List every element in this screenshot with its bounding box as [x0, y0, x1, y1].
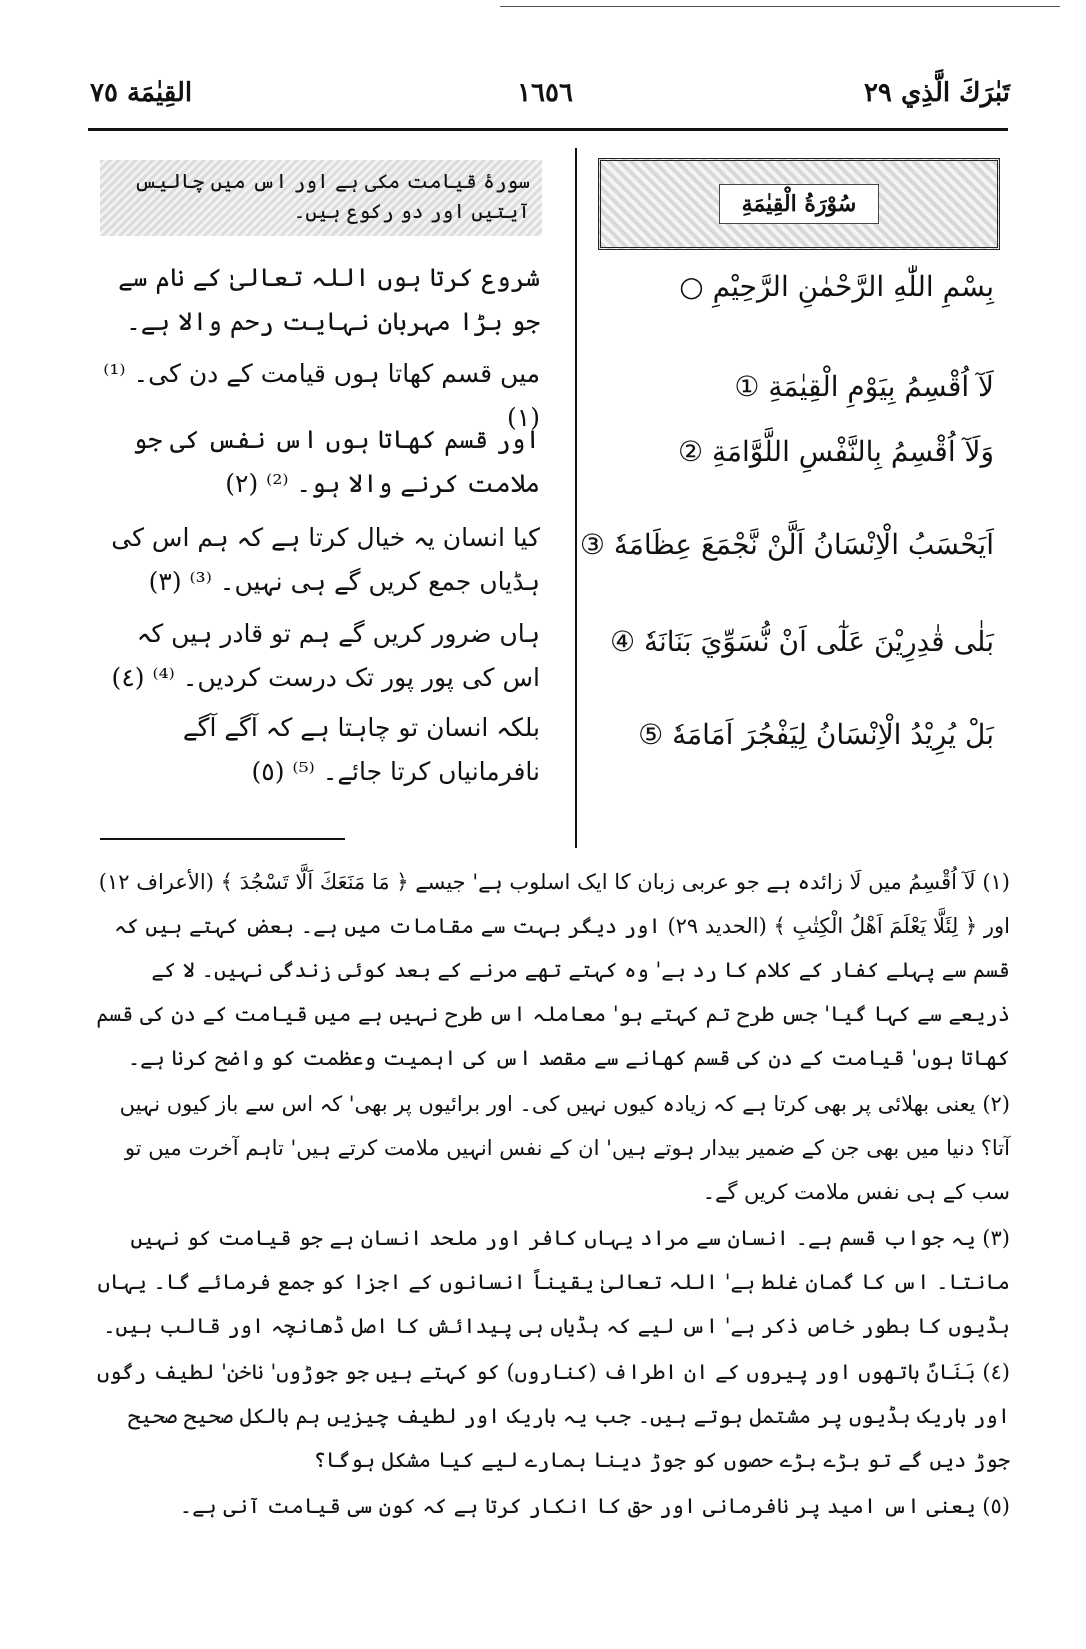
- translation-verse-5: بلکہ انسان تو چاہتا ہے کہ آگے آگے نافرمانیاں کرتا جائے۔ ⁽⁵⁾ (٥): [182, 713, 540, 786]
- surah-title-banner: [598, 158, 1000, 250]
- arabic-verse-2: وَلَآ اُقْسِمُ بِالنَّفْسِ اللَّوَّامَةِ ②: [678, 435, 994, 468]
- arabic-verse-4: بَلٰى قٰدِرِيْنَ عَلٰٓى اَنْ نُّسَوِّيَ بَنَانَهٗ ④: [609, 625, 994, 658]
- arabic-verse-1: لَآ اُقْسِمُ بِيَوْمِ الْقِيٰمَةِ ①: [734, 370, 994, 403]
- surah-title: سُوْرَةُ الْقِيٰمَةِ: [719, 184, 880, 224]
- juz-name-number: تَبٰرَكَ الَّذِي ٢٩: [863, 78, 1010, 108]
- footnote-5: (٥) یعنی اس امید پر نافرمانی اور حق کا انکار کرتا ہے کہ کون سی قیامت آنی ہے۔: [179, 1494, 1010, 1518]
- arabic-bismillah: بِسْمِ اللّٰهِ الرَّحْمٰنِ الرَّحِيْمِ ○: [679, 270, 994, 303]
- footnote-3: (٣) یہ جواب قسم ہے۔ انسان سے مراد یہاں کافر اور ملحد انسان ہے جو قیامت کو نہیں مانتا۔ اس کا گمان غلط ہے' اللہ تعالیٰ یقیناً انسانوں کے اجزا کو جمع فرمائے گا۔ یہاں ہڈیوں کا بطور خاص ذکر ہے' اس لیے کہ ہڈیاں ہی پیدائش کا اصل ڈھانچہ اور قالب ہیں۔: [97, 1226, 1010, 1338]
- footnote-4: (٤) بَنَانٌ ہاتھوں اور پیروں کے ان اطراف (کناروں) کو کہتے ہیں جو جوڑوں' ناخن' لطیف رگوں اور باریک ہڈیوں پر مشتمل ہوتے ہیں۔ جب یہ باریک اور لطیف چیزیں ہم بالکل صحیح صحیح جوڑ دیں گے تو بڑے بڑے حصوں کو جوڑ دینا ہمارے لیے کیا مشکل ہوگا؟: [97, 1360, 1010, 1472]
- arabic-verse-3: اَيَحْسَبُ الْاِنْسَانُ اَلَّنْ نَّجْمَعَ عِظَامَهٗ ③: [579, 528, 994, 561]
- page-header: [80, 78, 1010, 118]
- translation-bismillah: شروع کرتا ہوں اللہ تعالیٰ کے نام سے جو بڑا مہربان نہایت رحم والا ہے۔: [118, 263, 540, 336]
- translation-verse-3: کیا انسان یہ خیال کرتا ہے کہ ہم اس کی ہڈیاں جمع کریں گے ہی نہیں۔ ⁽³⁾ (٣): [111, 523, 540, 596]
- column-divider: [575, 148, 577, 848]
- footnotes: [90, 860, 1010, 1530]
- surah-intro: سورۂ قیامت مکی ہے اور اس میں چالیس آیتیں اور دو رکوع ہیں۔: [100, 160, 542, 236]
- translation-verse-4: ہاں ضرور کریں گے ہم تو قادر ہیں کہ اس کی پور پور تک درست کردیں۔ ⁽⁴⁾ (٤): [111, 619, 540, 692]
- page-number: ١٦٥٦: [517, 78, 573, 108]
- header-rule: [88, 128, 1008, 131]
- translation-verse-1: میں قسم کھاتا ہوں قیامت کے دن کی۔ ⁽¹⁾ (١): [103, 359, 540, 432]
- footnote-rule: [100, 838, 345, 840]
- surah-name-number: القِيٰمَة ٧٥: [90, 78, 193, 108]
- top-rule: [500, 6, 1060, 7]
- footnote-1: (١) لَآ اُقْسِمُ میں لَا زائدہ ہے جو عربی زبان کا ایک اسلوب ہے' جیسے ﴿ مَا مَنَعَكَ اَلَّا تَسْجُدَ ﴾ (الأعراف ۱۲) اور ﴿ لِئَلَّا يَعْلَمَ اَهْلُ الْكِتٰبِ ﴾ (الحدید ۲۹) اور دیگر بہت سے مقامات میں ہے۔ بعض کہتے ہیں کہ قسم سے پہلے کفار کے کلام کا رد ہے' وہ کہتے تھے مرنے کے بعد کوئی زندگی نہیں۔ لا کے ذریعے سے کہا گیا' جس طرح تم کہتے ہو' معاملہ اس طرح نہیں ہے میں قیامت کے دن کی قسم کھاتا ہوں' قیامت کے دن کی قسم کھانے سے مقصد اس کی اہمیت وعظمت کو واضح کرنا ہے۔: [96, 870, 1010, 1070]
- arabic-verse-5: بَلْ يُرِيْدُ الْاِنْسَانُ لِيَفْجُرَ اَمَامَهٗ ⑤: [638, 718, 994, 751]
- footnote-2: (٢) یعنی بھلائی پر بھی کرتا ہے کہ زیادہ کیوں نہیں کی۔ اور برائیوں پر بھی' کہ اس سے باز کیوں نہیں آتا؟ دنیا میں بھی جن کے ضمیر بیدار ہوتے ہیں' ان کے نفس انہیں ملامت کرتے ہیں' تاہم آخرت میں تو سب کے ہی نفس ملامت کریں گے۔: [119, 1092, 1010, 1204]
- translation-verse-2: اور قسم کھاتا ہوں اس نفس کی جو ملامت کرنے والا ہو۔ ⁽²⁾ (٢): [132, 425, 540, 498]
